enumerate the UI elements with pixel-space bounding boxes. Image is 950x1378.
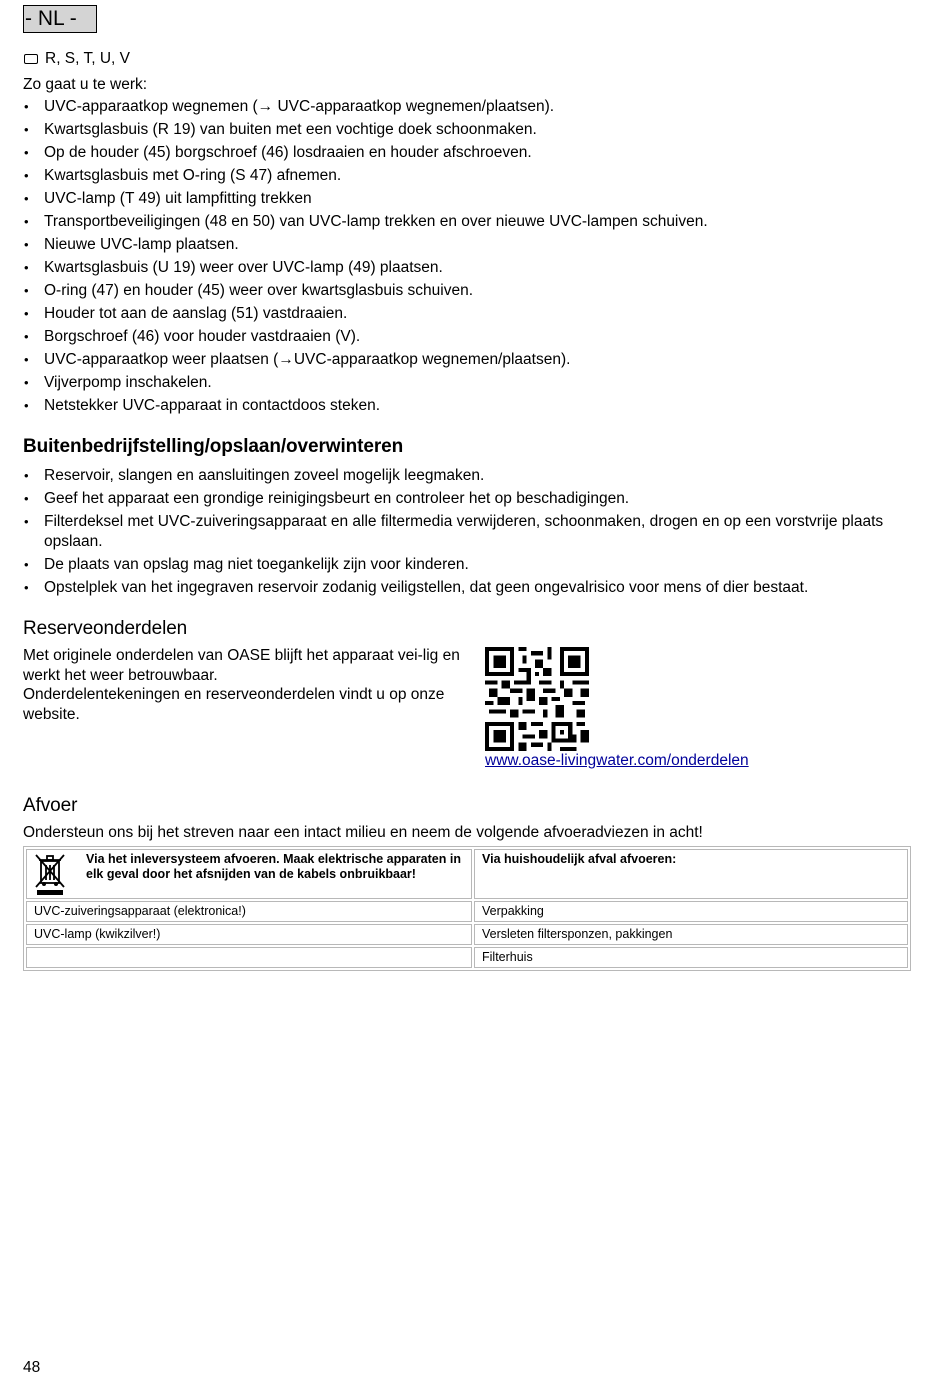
list-item: • Opstelplek van het ingegraven reservoir zodanig veiligstellen, dat geen ongevalrisico voor mens of dier bestaat.	[23, 578, 918, 598]
table-cell	[26, 947, 472, 968]
spares-line-2: Onderdelentekeningen en reserveonderdelen vindt u op onze website.	[23, 686, 445, 723]
disposal-intro: Ondersteun ons bij het streven naar een intact milieu en neem de volgende afvoeradviezen in acht!	[23, 824, 703, 841]
disposal-heading: Afvoer	[23, 795, 78, 816]
arrow-right-icon: →	[278, 351, 294, 368]
crossed-out-bin-icon	[34, 852, 66, 896]
list-item: • UVC-apparaatkop wegnemen (→ UVC-apparaatkop wegnemen/plaatsen).	[23, 97, 923, 120]
procedure-intro: Zo gaat u te werk:	[23, 76, 148, 93]
figure-reference-icon	[24, 54, 38, 64]
list-item: • Transportbeveiligingen (48 en 50) van UVC-lamp trekken en over nieuwe UVC-lampen schuiven.	[23, 212, 923, 235]
storage-list	[23, 466, 918, 601]
storage-heading: Buitenbedrijfstelling/opslaan/overwinteren	[23, 436, 404, 457]
table-row	[26, 947, 908, 968]
list-item: • O-ring (47) en houder (45) weer over kwartsglasbuis schuiven.	[23, 281, 923, 304]
list-item: • Netstekker UVC-apparaat in contactdoos steken.	[23, 396, 923, 419]
procedure-steps	[23, 97, 923, 419]
list-item: • Kwartsglasbuis (R 19) van buiten met een vochtige doek schoonmaken.	[23, 120, 923, 143]
takeback-header: Via het inleversysteem afvoeren. Maak elektrische apparaten in elk geval door het afsnijden van de kabels onbruikbaar!	[86, 852, 461, 881]
disposal-table	[23, 846, 911, 971]
spares-line-1: Met originele onderdelen van OASE blijft het apparaat vei-lig en werkt het weer betrouwbaar.	[23, 647, 460, 684]
figure-reference	[24, 49, 130, 69]
spares-website-link[interactable]: www.oase-livingwater.com/onderdelen	[485, 752, 749, 769]
list-item: • Nieuwe UVC-lamp plaatsen.	[23, 235, 923, 258]
list-item: • UVC-apparaatkop weer plaatsen (→UVC-apparaatkop wegnemen/plaatsen).	[23, 350, 923, 373]
arrow-right-icon: →	[257, 98, 274, 115]
list-item: • De plaats van opslag mag niet toegankelijk zijn voor kinderen.	[23, 555, 918, 575]
table-cell: Verpakking	[474, 901, 908, 922]
list-item: • Geef het apparaat een grondige reinigingsbeurt en controleer het op beschadigingen.	[23, 489, 918, 509]
table-header-cell	[474, 849, 908, 899]
table-cell: Filterhuis	[474, 947, 908, 968]
list-item: • Filterdeksel met UVC-zuiveringsapparaat en alle filtermedia verwijderen, schoonmaken, drogen en op een vorstvrije plaats opslaan.	[23, 512, 918, 552]
list-item: • Op de houder (45) borgschroef (46) losdraaien en houder afschroeven.	[23, 143, 923, 166]
spares-heading: Reserveonderdelen	[23, 618, 188, 639]
household-header: Via huishoudelijk afval afvoeren:	[482, 852, 677, 866]
list-item: • Houder tot aan de aanslag (51) vastdraaien.	[23, 304, 923, 327]
list-item: • Vijverpomp inschakelen.	[23, 373, 923, 396]
list-item: • Kwartsglasbuis (U 19) weer over UVC-lamp (49) plaatsen.	[23, 258, 923, 281]
list-item: • Kwartsglasbuis met O-ring (S 47) afnemen.	[23, 166, 923, 189]
list-item: • Reservoir, slangen en aansluitingen zoveel mogelijk leegmaken.	[23, 466, 918, 486]
table-row	[26, 924, 908, 945]
spares-text	[23, 646, 463, 724]
qr-code-icon[interactable]	[485, 647, 589, 751]
list-item: • UVC-lamp (T 49) uit lampfitting trekken	[23, 189, 923, 212]
table-header-cell	[26, 849, 472, 899]
table-cell: UVC-lamp (kwikzilver!)	[26, 924, 472, 945]
figure-reference-label: R, S, T, U, V	[45, 50, 130, 67]
language-tab: - NL -	[23, 5, 97, 33]
table-row	[26, 901, 908, 922]
page-number: 48	[23, 1359, 41, 1376]
table-cell: Versleten filtersponzen, pakkingen	[474, 924, 908, 945]
table-row	[26, 849, 908, 899]
table-cell: UVC-zuiveringsapparaat (elektronica!)	[26, 901, 472, 922]
list-item: • Borgschroef (46) voor houder vastdraaien (V).	[23, 327, 923, 350]
